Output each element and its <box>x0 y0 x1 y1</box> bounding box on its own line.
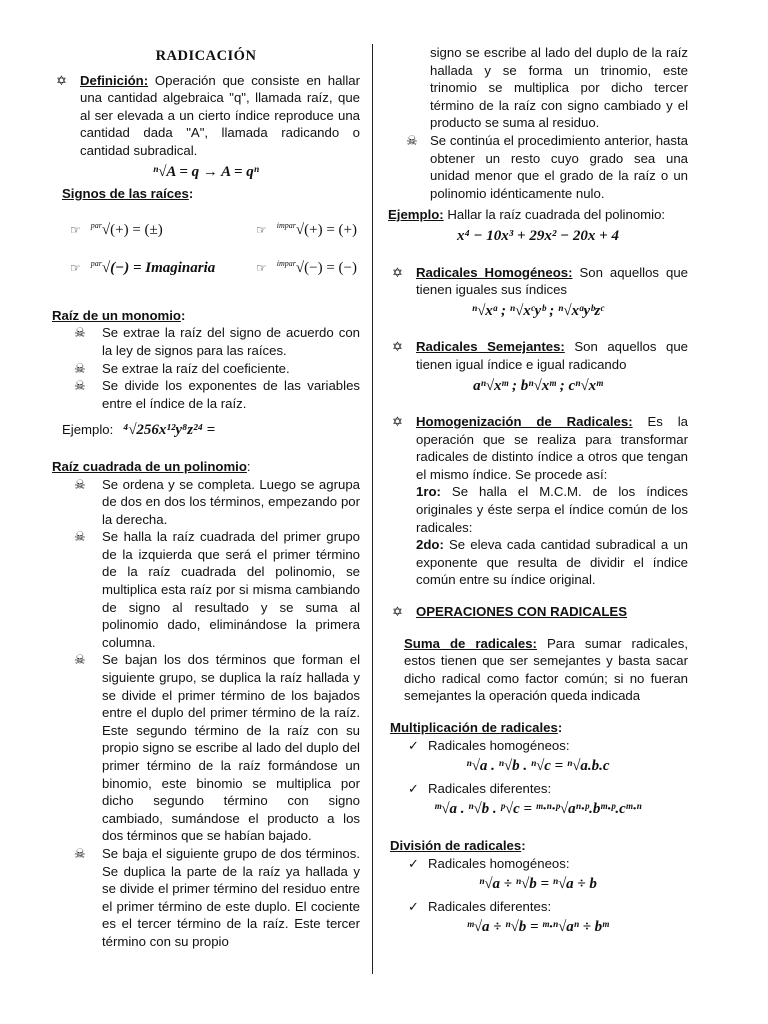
monomio-item: ☠ Se divide los exponentes de las variables entre el índice de la raíz. <box>74 378 360 411</box>
example-block <box>388 206 688 224</box>
operaciones-heading: OPERACIONES CON RADICALES <box>416 604 628 620</box>
right-column: signo se escribe al lado del duplo de la raíz hallada y se forma un trinomio, este trinomio se multiplica por dicho tercer término de la raíz con signo cambiado y el producto se suma al residuo. ☠ Se continúa el procedimiento anterior, hasta obtener un resto cuyo grado sea una unidad menor que el grado de la raíz o un polinomio idénticamente nulo. Ejemplo: Hallar la raíz cuadrada del polinomio: x⁴ − 10x³ + 29x² − 20x + 4 ✡ Radicales Homogéneos: Son aquellos que tienen iguales sus índices ⁿ√xᵃ ; ⁿ√xᶜyᵇ ; ⁿ√xᵃyᵇzᶜ ✡ Radicales Semejantes: Son aquellos que tienen igual índice e igual radicando aⁿ√xᵐ ; bⁿ√xᵐ ; cⁿ√xᵐ ✡ Homogenización de Radicales: Es la operación que se realiza para transformar radicales de distinto índice a otros que tengan el mismo índice. Se procede así: 1ro: Se halla el M.C.M. de los índices originales y éste serpa el índice común de los radicales: 2do: Se eleva cada cantidad subradical a un exponente que resulta de dividir el índice común entre su índice original. ✡ OPERACIONES CON RADICALES Suma de radicales: Para sumar radicales, estos tienen que ser semejantes y basta sacar dicho radical como factor común; si no fueran semejantes la operación queda indicada Multiplicación de radicales: ✓ Radicales homogéneos: ⁿ√a . ⁿ√b . ⁿ√c = ⁿ√a.b.c ✓ Radicales diferentes: ᵐ√a . ⁿ√b . ᵖ√c = ᵐ·ⁿ·ᵖ√aⁿ·ᵖ.bᵐ·ᵖ.cᵐ·ⁿ División de radicales: ✓ Radicales homogéneos: ⁿ√a ÷ ⁿ√b = ⁿ√a ÷ b ✓ Radicales diferentes: ᵐ√a ÷ ⁿ√b = ᵐ·ⁿ√aⁿ ÷ bᵐ <box>388 45 688 936</box>
suma-block: Suma de radicales: Para sumar radicales, estos tienen que ser semejantes y basta sacar dicho radical como factor común; si no fueran semejantes la operación queda indicada <box>404 635 688 704</box>
mult-diferentes-formula: ᵐ√a . ⁿ√b . ᵖ√c = ᵐ·ⁿ·ᵖ√aⁿ·ᵖ.bᵐ·ᵖ.cᵐ·ⁿ <box>434 801 642 818</box>
div-diferentes: ✓ Radicales diferentes: <box>408 898 552 914</box>
checkmark-icon: ✓ <box>408 855 420 871</box>
left-column: RADICACIÓN ✡ Definición: Operación que consiste en hallar una cantidad algebraica "q", llamada raíz, que al ser elevada a un cierto índice reproduce una cantidad dada "A", llamada radicando o cantidad subradical. ⁿ√A = q → A = qⁿ Signos de las raíces: ☞ $^{par}$√(+) = (±) ☞ $^{impar}$√(+) = (+) ☞ $^{par}$√(−) = Imaginaria ☞ $^{impar}$√(−) = (−) Raíz de un monomio: ☠ Se extrae la raíz del signo de acuerdo con la ley de signos para las raíces. ☠ Se extrae la raíz del coeficiente. ☠ Se divide los exponentes de las variables entre el índice de la raíz. Ejemplo: ⁴√256x¹²y⁸z²⁴ = Raíz cuadrada de un polinomio: ☠ Se ordena y se completa. Luego se agrupa de dos en dos los términos, empezando por la derecha. ☠ Se halla la raíz cuadrada del primer grupo de la izquierda que será el primer término de la raíz cuadrada del polinomio, se multiplica esta raíz por si misma cambiando de signo al resultado y se suma al polinomio dado, eliminándose la primera columna. ☠ Se bajan los dos términos que forman el siguiente grupo, se duplica la raíz hallada y se divide el primer término de los bajados entre el duplo del primer término de la raíz. Este segundo término de la raíz con su propio signo se escribe al lado del duplo del primer término de la raíz formándose un binomio, este binomio se multiplica por dicho segundo término con signo cambiado, sumándose el producto a los dos términos que se habían bajado. ☠ Se baja el siguiente grupo de dos términos. Se duplica la parte de la raíz ya hallada y se divide el primer término del residuo entre el primer término de este duplo. El cociente es el tercer término de la raíz. Este tercer término con su propio <box>52 48 360 949</box>
semejantes-block: ✡ Radicales Semejantes: Son aquellos que tienen igual índice e igual radicando <box>392 339 688 372</box>
checkmark-icon: ✓ <box>408 898 420 914</box>
polinomio-item: ☠ Se baja el siguiente grupo de dos términos. Se duplica la parte de la raíz ya hallada y se divide el primer término del residuo entre el primer término de este duplo. El cociente es el tercer término de la raíz. Este tercer término con su propio <box>74 845 360 949</box>
skull-bullet-icon: ☠ <box>74 325 86 341</box>
ejemplo-label: Ejemplo: <box>62 422 114 438</box>
homogeneos-block: ✡ Radicales Homogéneos: Son aquellos que tienen iguales sus índices <box>392 264 688 298</box>
hand-pointer-icon: ☞ <box>70 260 81 275</box>
homogenizacion-block: ✡ Homogenización de Radicales: Es la operación que se realiza para transformar radicales de distinto índice a otros que tengan el mismo índice. Se procede así: 1ro: Se halla el M.C.M. de los índices originales y éste serpa el índice común de los radicales: 2do: Se eleva cada cantidad subradical a un exponente que resulta de dividir el índice común entre su índice original. <box>392 414 688 588</box>
hand-pointer-icon: ☞ <box>256 222 267 237</box>
sign-rule-impar-neg: ☞ $^{impar}$√(−) = (−) <box>256 258 357 276</box>
semejantes-formula: aⁿ√xᵐ ; bⁿ√xᵐ ; cⁿ√xᵐ <box>473 377 603 394</box>
mult-homogeneos-formula: ⁿ√a . ⁿ√b . ⁿ√c = ⁿ√a.b.c <box>466 758 610 775</box>
page-title: RADICACIÓN <box>155 48 257 64</box>
polinomio-item: ☠ Se bajan los dos términos que forman el siguiente grupo, se duplica la raíz hallada y se divide el primer término de los bajados entre el duplo del primer término de la raíz. Este segundo término de la raíz con su propio signo se escribe al lado del duplo del primer término de la raíz formándose un binomio, este binomio se multiplica por dicho segundo término con signo cambiado, sumándose el producto a los dos términos que se habían bajado. <box>74 652 360 844</box>
operaciones-heading-block <box>388 603 688 621</box>
ejemplo-formula: ⁴√256x¹²y⁸z²⁴ = <box>122 422 216 439</box>
ejemplo-label: Ejemplo: <box>388 207 444 223</box>
mult-homogeneos: ✓ Radicales homogéneos: <box>408 737 570 753</box>
star-bullet-icon: ✡ <box>392 414 403 430</box>
skull-bullet-icon: ☠ <box>74 476 86 492</box>
continuation-item: ☠ Se continúa el procedimiento anterior, hasta obtener un resto cuyo grado sea una unidad menor que el grado de la raíz o un polinomio idénticamente nulo. <box>406 132 688 201</box>
definicion-text: Operación que consiste en hallar una cantidad algebraica "q", llamada raíz, que al ser elevada a un cierto índice reproduce una cantidad dada "A", llamada radicando o cantidad subradical. <box>80 72 360 158</box>
star-bullet-icon: ✡ <box>56 72 67 88</box>
checkmark-icon: ✓ <box>408 737 420 753</box>
div-homogeneos-formula: ⁿ√a ÷ ⁿ√b = ⁿ√a ÷ b <box>479 876 597 893</box>
star-bullet-icon: ✡ <box>392 264 403 280</box>
monomio-heading: Raíz de un monomio <box>52 307 181 323</box>
sign-rule-impar-pos: ☞ $^{impar}$√(+) = (+) <box>256 220 357 238</box>
polynomial-formula: x⁴ − 10x³ + 29x² − 20x + 4 <box>457 227 619 244</box>
div-diferentes-formula: ᵐ√a ÷ ⁿ√b = ᵐ·ⁿ√aⁿ ÷ bᵐ <box>467 919 609 936</box>
star-bullet-icon: ✡ <box>392 339 403 355</box>
column-divider <box>372 44 373 974</box>
checkmark-icon: ✓ <box>408 780 420 796</box>
star-bullet-icon: ✡ <box>392 604 403 620</box>
skull-bullet-icon: ☠ <box>74 529 86 545</box>
monomio-item: ☠ Se extrae la raíz del coeficiente. <box>74 360 290 376</box>
monomio-example <box>52 418 360 444</box>
div-homogeneos: ✓ Radicales homogéneos: <box>408 855 570 871</box>
signs-grid <box>52 209 360 301</box>
polinomio-heading: Raíz cuadrada de un polinomio <box>52 458 247 474</box>
ejemplo-text: Hallar la raíz cuadrada del polinomio: <box>443 207 666 223</box>
mult-diferentes: ✓ Radicales diferentes: <box>408 780 552 796</box>
polinomio-item: ☠ Se ordena y se completa. Luego se agrupa de dos en dos los términos, empezando por la derecha. <box>74 476 360 527</box>
monomio-item: ☠ Se extrae la raíz del signo de acuerdo con la ley de signos para las raíces. <box>74 325 360 358</box>
signos-heading: Signos de las raíces <box>62 186 189 202</box>
div-heading: División de radicales <box>390 837 522 853</box>
sign-rule-par-neg: ☞ $^{par}$√(−) = Imaginaria <box>70 258 216 276</box>
continuation-text: signo se escribe al lado del duplo de la raíz hallada y se forma un trinomio, este trinomio se multiplica por dicho tercer término de la raíz con signo cambiado y el producto se suma al residuo. <box>430 45 688 131</box>
skull-bullet-icon: ☠ <box>74 652 86 668</box>
skull-bullet-icon: ☠ <box>74 378 86 394</box>
homogeneos-formula: ⁿ√xᵃ ; ⁿ√xᶜyᵇ ; ⁿ√xᵃyᵇzᶜ <box>471 302 605 319</box>
hand-pointer-icon: ☞ <box>256 260 267 275</box>
mult-heading: Multiplicación de radicales <box>390 720 558 735</box>
definicion-block <box>52 72 360 160</box>
sign-rule-par-pos: ☞ $^{par}$√(+) = (±) <box>70 220 163 238</box>
definicion-label: Definición: <box>80 72 149 88</box>
skull-bullet-icon: ☠ <box>74 845 86 861</box>
skull-bullet-icon: ☠ <box>74 360 86 376</box>
polinomio-item: ☠ Se halla la raíz cuadrada del primer grupo de la izquierda que será el primer término de la raíz cuadrada del polinomio, se multiplica esta raíz por si misma cambiando de signo al resultado y se suma al polinomio dado, eliminándose la primera columna. <box>74 529 360 650</box>
skull-bullet-icon: ☠ <box>406 132 418 148</box>
hand-pointer-icon: ☞ <box>70 222 81 237</box>
definicion-formula: ⁿ√A = q → A = qⁿ <box>152 163 260 180</box>
